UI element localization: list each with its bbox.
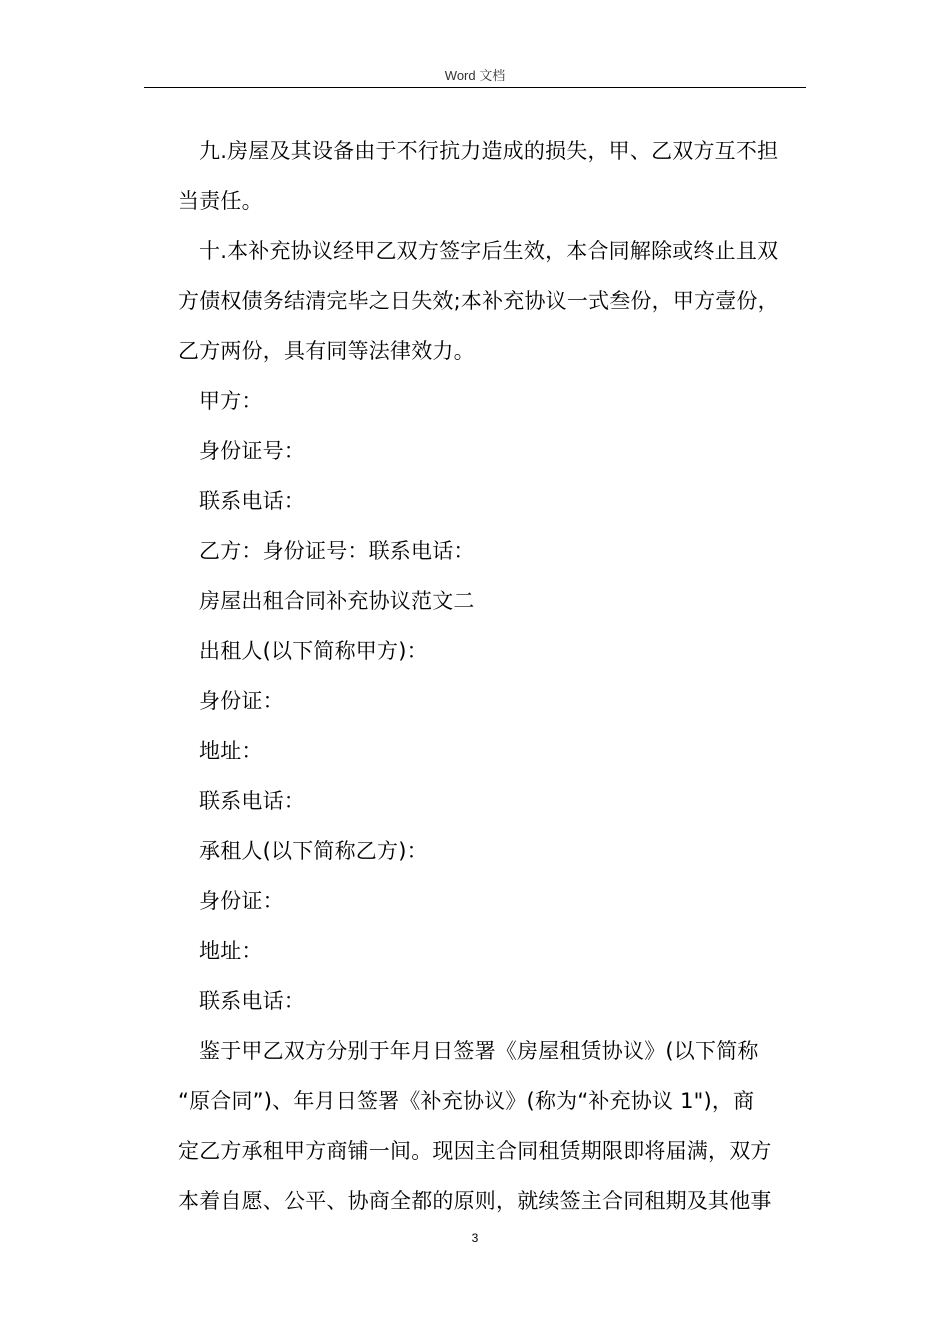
- preamble-line-4: 本着自愿、公平、协商全都的原则，就续签主合同租期及其他事: [178, 1189, 772, 1213]
- lessor-label: 出租人(以下简称甲方)：: [199, 639, 428, 663]
- clause-nine-line-2: 当责任。: [178, 189, 263, 213]
- lessor-id-label: 身份证：: [199, 689, 284, 713]
- lessor-phone-label: 联系电话：: [199, 789, 305, 813]
- clause-ten-line-3: 乙方两份，具有同等法律效力。: [178, 339, 475, 363]
- party-a-phone-label: 联系电话：: [199, 489, 305, 513]
- party-a-id-label: 身份证号：: [199, 439, 305, 463]
- page-header: Word 文档: [444, 68, 506, 83]
- lessee-label: 承租人(以下简称乙方)：: [199, 839, 428, 863]
- clause-ten-line-2: 方债权债务结清完毕之日失效;本补充协议一式叁份，甲方壹份，: [178, 289, 779, 313]
- party-a-label: 甲方：: [199, 389, 263, 413]
- lessee-address-label: 地址：: [199, 939, 263, 963]
- section-title: 房屋出租合同补充协议范文二: [199, 589, 475, 613]
- preamble-line-3: 定乙方承租甲方商铺一间。现因主合同租赁期限即将届满，双方: [178, 1139, 772, 1163]
- header-divider: [144, 87, 806, 88]
- party-b-info-label: 乙方：身份证号：联系电话：: [199, 539, 475, 563]
- clause-ten-line-1: 十.本补充协议经甲乙双方签字后生效，本合同解除或终止且双: [199, 239, 779, 263]
- lessee-id-label: 身份证：: [199, 889, 284, 913]
- lessee-phone-label: 联系电话：: [199, 989, 305, 1013]
- page-number: 3: [471, 1231, 479, 1245]
- preamble-line-1: 鉴于甲乙双方分别于年月日签署《房屋租赁协议》(以下简称: [199, 1039, 759, 1063]
- clause-nine-line-1: 九.房屋及其设备由于不行抗力造成的损失，甲、乙双方互不担: [199, 139, 779, 163]
- preamble-line-2: “原合同”)、年月日签署《补充协议》(称为“补充协议 1")，商: [178, 1089, 755, 1113]
- document-body: [178, 126, 808, 1226]
- lessor-address-label: 地址：: [199, 739, 263, 763]
